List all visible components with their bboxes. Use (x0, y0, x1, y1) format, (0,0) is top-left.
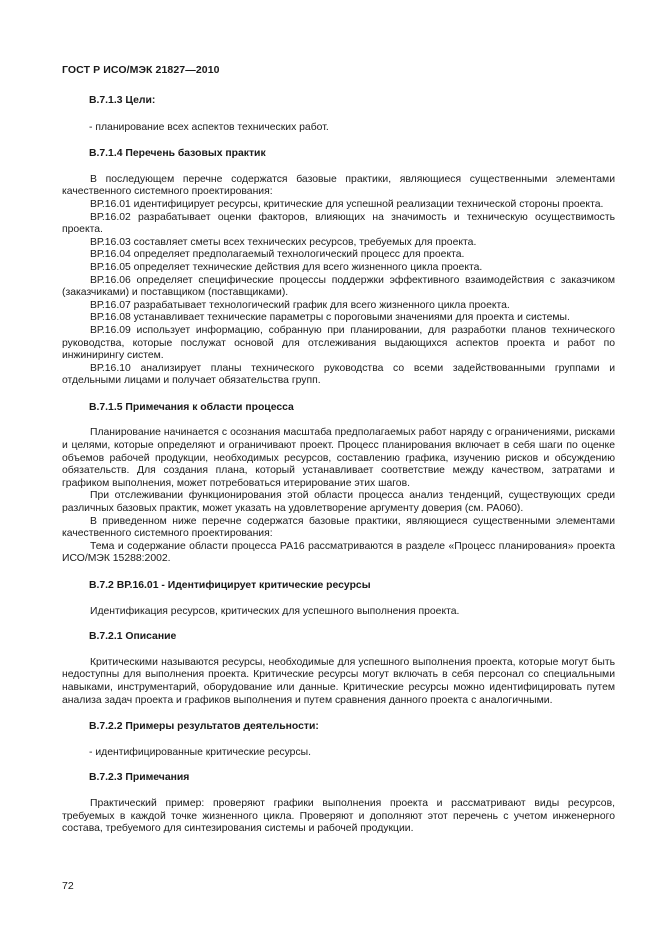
notes-paragraph: Планирование начинается с осознания масштаба предполагаемых работ наряду с ограничениями, рисками и целями, которые определяют и ограничивают проект. Процесс планирования включает в себя шаги по оценке объемов рабочей продукции, необходимых ресурсов, составлению графика, изучению рисков и обсуждению обязательств. Для создания плана, который устанавливает соответствие между качеством, затратами и графиком выполнения, может потребоваться итерирование этих шагов. (62, 427, 615, 489)
section-text: Идентификация ресурсов, критических для успешного выполнения проекта. (90, 605, 460, 617)
practices-intro: В последующем перечне содержатся базовые практики, являющиеся существенными элементами качественного системного проектирования: (62, 173, 615, 198)
practice-item: ВР.16.01 идентифицирует ресурсы, критические для успешной реализации технической стороны проекта. (90, 198, 604, 210)
practice-item: ВР.16.03 составляет сметы всех технических ресурсов, требуемых для проекта. (90, 236, 477, 248)
practice-item: ВР.16.09 использует информацию, собранную при планировании, для разработки планов технического руководства, которые послужат основой для отслеживания выдающихся аспектов проекта и работ по инжинирингу систем. (62, 324, 615, 362)
notes-paragraph: При отслеживании функционирования этой области процесса анализ тенденций, существующих среди различных базовых практик, может указать на удовлетворение аргументу доверия (см. РА060). (62, 490, 615, 515)
description-paragraph: Критическими называются ресурсы, необходимые для успешного выполнения проекта, которые могут быть недоступны для выполнения проекта. Критические ресурсы могут включать в себя персонал со специальными навыками, инструментарий, оборудование или данные. Критические ресурсы можно идентифицировать путем анализа задач проекта и графиков выполнения и путем сравнения данного проекта с аналогичными. (62, 656, 615, 706)
page-number: 72 (62, 880, 74, 892)
goal-item: - планирование всех аспектов технических работ. (89, 121, 329, 133)
practice-item: ВР.16.10 анализирует планы технического руководства со всеми задействованными группами и отдельными лицами и получает обязательства групп. (62, 362, 615, 387)
practice-item: ВР.16.05 определяет технические действия для всего жизненного цикла проекта. (90, 261, 483, 273)
practice-item: ВР.16.06 определяет специфические процессы поддержки эффективного взаимодействия с заказчиком (заказчиками) и поставщиком (поставщиками). (62, 274, 615, 299)
document-header: ГОСТ Р ИСО/МЭК 21827—2010 (62, 64, 220, 76)
section-heading-b723: В.7.2.3 Примечания (89, 772, 190, 784)
section-heading-b72: В.7.2 ВР.16.01 - Идентифицирует критические ресурсы (89, 580, 371, 591)
notes-paragraph: Практический пример: проверяют графики выполнения проекта и рассматривают виды ресурсов, требуемых в каждой точке жизненного цикла. Проверяют и дополняют этот перечень с учетом инженерного состава, требуемого для синтезирования системы и рабочей продукции. (62, 797, 615, 835)
practice-item: ВР.16.07 разрабатывает технологический график для всего жизненного цикла проекта. (90, 299, 510, 311)
result-item: - идентифицированные критические ресурсы. (89, 746, 312, 758)
notes-paragraph: Тема и содержание области процесса РА16 рассматриваются в разделе «Процесс планирования» проекта ИСО/МЭК 15288:2002. (62, 540, 615, 565)
practice-item: ВР.16.08 устанавливает технические параметры с пороговыми значениями для проекта и системы. (90, 312, 570, 324)
notes-paragraph: В приведенном ниже перечне содержатся базовые практики, являющиеся существенными элементами качественного системного проектирования: (62, 515, 615, 540)
section-heading-b714: В.7.1.4 Перечень базовых практик (89, 148, 266, 160)
practice-item: ВР.16.04 определяет предполагаемый технологический процесс для проекта. (90, 249, 465, 261)
section-heading-b713: В.7.1.3 Цели: (89, 95, 156, 106)
section-heading-b715: В.7.1.5 Примечания к области процесса (89, 401, 294, 413)
practice-item: ВР.16.02 разрабатывает оценки факторов, влияющих на значимость и техническую осуществимость проекта. (62, 211, 615, 236)
section-heading-b722: В.7.2.2 Примеры результатов деятельности: (89, 721, 319, 733)
document-body (62, 95, 615, 836)
section-heading-b721: В.7.2.1 Описание (89, 631, 177, 643)
